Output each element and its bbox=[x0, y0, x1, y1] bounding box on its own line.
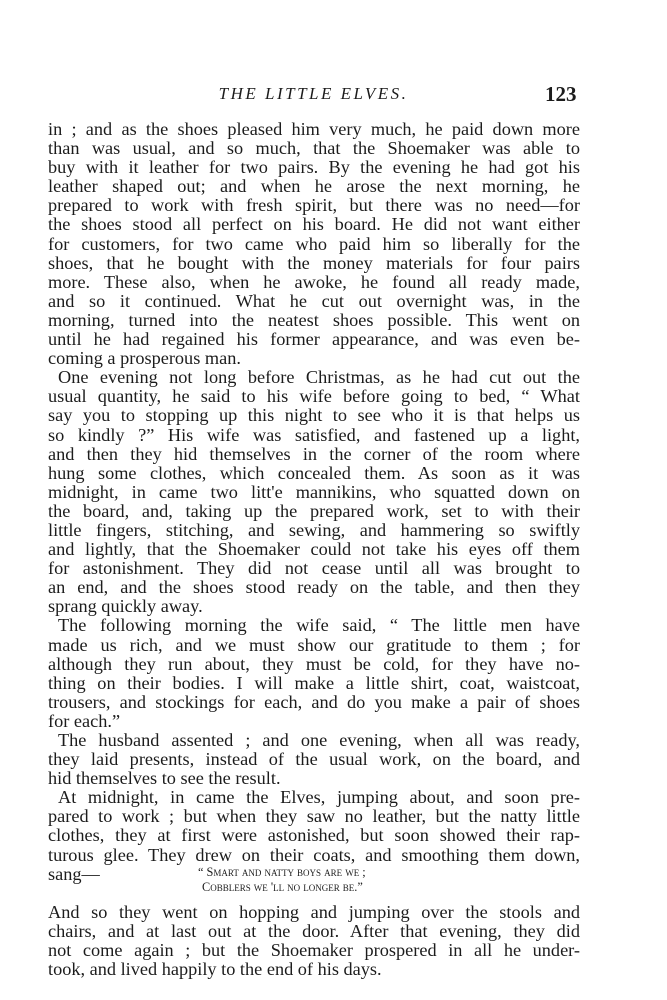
text-line: morning, turned into the neatest shoes possible. This went on bbox=[48, 309, 580, 330]
text-line: usual quantity, he said to his wife before going to bed, “ What bbox=[48, 386, 580, 407]
text-line: clothes, they at first were astonished, but soon showed their rap- bbox=[48, 825, 580, 846]
text-line: say you to stopping up this night to see who it is that helps us bbox=[48, 405, 580, 426]
text-line: And so they went on hopping and jumping over the stools and bbox=[48, 901, 580, 922]
text-line: At midnight, in came the Elves, jumping about, and soon pre- bbox=[58, 787, 580, 808]
text-line: The following morning the wife said, “ The little men have bbox=[58, 615, 580, 636]
text-line: and so it continued. What he cut out overnight was, in the bbox=[48, 290, 580, 311]
text-line: so kindly ?” His wife was satisfied, and fastened up a light, bbox=[48, 424, 580, 445]
text-line: although they run about, they must be cold, for they have no- bbox=[48, 653, 580, 674]
text-line: an end, and the shoes stood ready on the table, and then they bbox=[48, 577, 580, 598]
text-line: in ; and as the shoes pleased him very much, he paid down more bbox=[48, 119, 580, 139]
body-paragraphs bbox=[48, 120, 580, 865]
text-line: turous glee. They drew on their coats, and smoothing them down, bbox=[48, 844, 580, 865]
text-line: for astonishment. They did not cease until all was brought to bbox=[48, 558, 580, 579]
verse-line: “ Smart and natty boys are we ; bbox=[198, 864, 366, 879]
text-line: midnight, in came two litt'e mannikins, who squatted down on bbox=[48, 481, 580, 502]
text-line: sprang quickly away. bbox=[48, 596, 203, 617]
text-line: coming a prosperous man. bbox=[48, 348, 241, 369]
text-line: One evening not long before Christmas, as he had cut out the bbox=[58, 367, 580, 388]
text-line: they laid presents, instead of the usual work, on the board, and bbox=[48, 749, 580, 770]
text-line: until he had regained his former appearance, and was even be- bbox=[48, 329, 580, 350]
text-line: shoes, that he bought with the money materials for four pairs bbox=[48, 252, 580, 273]
text-line: and then they hid themselves in the corner of the room where bbox=[48, 443, 580, 464]
running-head: THE LITTLE ELVES. bbox=[218, 84, 409, 103]
text-line: took, and lived happily to the end of his days. bbox=[48, 958, 382, 979]
text-line: prepared to work with fresh spirit, but there was no need—for bbox=[48, 195, 580, 216]
verse-lead-in: sang— bbox=[48, 863, 100, 884]
body-text bbox=[48, 120, 580, 979]
text-line: little fingers, stitching, and sewing, and hammering so swiftly bbox=[48, 519, 580, 540]
text-line: The husband assented ; and one evening, when all was ready, bbox=[58, 730, 580, 750]
text-line: thing on their bodies. I will make a little shirt, coat, waistcoat, bbox=[48, 672, 580, 693]
verse-block bbox=[48, 865, 580, 901]
text-line: hid themselves to see the result. bbox=[48, 768, 281, 789]
text-line: made us rich, and we must show our gratitude to them ; for bbox=[48, 634, 580, 655]
verse-line: Cobblers we 'll no longer be.” bbox=[202, 879, 363, 894]
page-number: 123 bbox=[545, 82, 577, 106]
text-line: buy with it leather for two pairs. By the evening he had got his bbox=[48, 157, 580, 178]
text-line: pared to work ; but when they saw no leather, but the natty little bbox=[48, 806, 580, 827]
text-line: not come again ; but the Shoemaker prospered in all he under- bbox=[48, 939, 580, 960]
text-line: the shoes stood all perfect on his board. He did not want either bbox=[48, 214, 580, 235]
text-line: trousers, and stockings for each, and do you make a pair of shoes bbox=[48, 691, 580, 712]
text-line: more. These also, when he awoke, he found all ready made, bbox=[48, 271, 580, 292]
text-line: the board, and, taking up the prepared work, set to with their bbox=[48, 500, 580, 521]
text-line: hung some clothes, which concealed them. As soon as it was bbox=[48, 462, 580, 483]
text-line: leather shaped out; and when he arose the next morning, he bbox=[48, 176, 580, 197]
text-line: than was usual, and so much, that the Shoemaker was able to bbox=[48, 138, 580, 159]
text-line: chairs, and at last out at the door. After that evening, they did bbox=[48, 920, 580, 941]
text-line: and lightly, that the Shoemaker could not take his eyes off them bbox=[48, 539, 580, 560]
verse-lines bbox=[198, 865, 366, 895]
text-line: for each.” bbox=[48, 710, 121, 731]
closing-paragraph bbox=[48, 903, 580, 979]
text-line: for customers, for two came who paid him so liberally for the bbox=[48, 233, 580, 254]
